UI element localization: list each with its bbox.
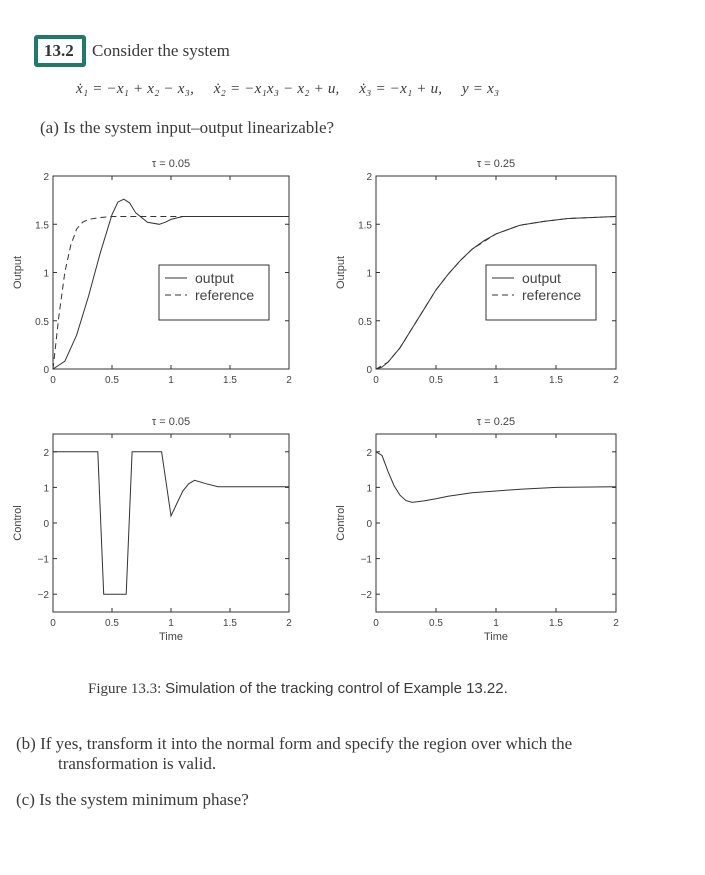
plot-title: τ = 0.05 [151, 416, 191, 428]
figure-simulation-plots [0, 150, 705, 665]
x-tick-label: 1 [168, 618, 174, 629]
x-tick-label: 2 [286, 375, 292, 386]
y-tick-label: 2 [43, 172, 49, 183]
series-line-control [53, 452, 289, 594]
x-tick-label: 1 [168, 375, 174, 386]
x-axis-label: Time [483, 631, 509, 643]
equation-output: y = x₃ [461, 81, 500, 97]
y-tick-label: 1 [43, 268, 49, 280]
legend-label-reference: reference [195, 287, 255, 303]
legend-label-output: output [195, 270, 234, 286]
x-tick-label: 1.5 [223, 618, 237, 629]
x-tick-label: 2 [613, 375, 619, 386]
y-tick-label: −1 [37, 554, 49, 566]
problem-number: 13.2 [44, 41, 74, 60]
equation-x3: ẋ₃ = −x₁ + u, [359, 81, 443, 97]
x-tick-label: 2 [613, 618, 619, 629]
equation-x1: ẋ₁ = −x₁ + x₂ − x₃, [76, 81, 195, 97]
plot-title: τ = 0.25 [476, 158, 516, 170]
figure-caption-text: Simulation of the tracking control of Example 13.22. [165, 680, 508, 697]
y-tick-label: 2 [366, 447, 372, 459]
x-tick-label: 0.5 [429, 375, 443, 386]
plot-title: τ = 0.05 [151, 158, 191, 170]
y-tick-label: 0 [366, 365, 372, 376]
x-tick-label: 0 [373, 618, 379, 629]
x-tick-label: 0 [373, 375, 379, 386]
plot-control-tau-005 [12, 416, 292, 643]
legend-label-reference: reference [522, 287, 582, 303]
plot-control-tau-025 [335, 416, 619, 643]
y-axis-label: Output [335, 255, 347, 290]
y-axis-label: Control [335, 505, 347, 541]
plot-title: τ = 0.25 [476, 416, 516, 428]
x-tick-label: 0.5 [429, 618, 443, 629]
series-line-control [376, 452, 616, 503]
figure-caption [88, 680, 508, 698]
y-tick-label: 1 [43, 483, 49, 495]
x-tick-label: 1 [493, 375, 499, 386]
y-tick-label: −2 [360, 590, 372, 602]
question-a: (a) Is the system input–output linearizable? [40, 118, 335, 137]
plot-output-tau-025 [335, 158, 619, 386]
y-tick-label: 1 [366, 268, 372, 280]
x-tick-label: 0 [50, 375, 56, 386]
x-axis-label: Time [158, 631, 184, 643]
plot-frame [53, 434, 289, 612]
x-tick-label: 2 [286, 618, 292, 629]
y-tick-label: −2 [37, 590, 49, 602]
x-tick-label: 1.5 [223, 375, 237, 386]
y-tick-label: 0 [43, 365, 49, 376]
x-tick-label: 0.5 [105, 375, 119, 386]
plot-frame [376, 434, 616, 612]
equation-x2: ẋ₂ = −x₁x₃ − x₂ + u, [213, 81, 340, 97]
y-tick-label: 1.5 [35, 220, 49, 232]
figure-caption-prefix: Figure 13.3: [88, 681, 162, 697]
y-tick-label: 0 [366, 519, 372, 530]
y-tick-label: 0.5 [35, 316, 49, 328]
legend-label-output: output [522, 270, 561, 286]
question-b-line1: (b) If yes, transform it into the normal form and specify the region over which the [16, 734, 573, 753]
x-tick-label: 1.5 [549, 375, 563, 386]
system-equations [76, 81, 499, 98]
y-tick-label: 0.5 [358, 316, 372, 328]
plot-output-tau-005 [12, 158, 292, 386]
question-c: (c) Is the system minimum phase? [16, 790, 249, 809]
x-tick-label: 1.5 [549, 618, 563, 629]
y-tick-label: −1 [360, 554, 372, 566]
x-tick-label: 0.5 [105, 618, 119, 629]
y-tick-label: 1 [366, 483, 372, 495]
question-b-line2: transformation is valid. [58, 754, 217, 773]
y-tick-label: 2 [366, 172, 372, 183]
y-tick-label: 1.5 [358, 220, 372, 232]
problem-intro: Consider the system [92, 41, 230, 60]
x-tick-label: 1 [493, 618, 499, 629]
x-tick-label: 0 [50, 618, 56, 629]
y-axis-label: Control [12, 505, 24, 541]
y-axis-label: Output [12, 255, 24, 290]
y-tick-label: 0 [43, 519, 49, 530]
y-tick-label: 2 [43, 447, 49, 459]
